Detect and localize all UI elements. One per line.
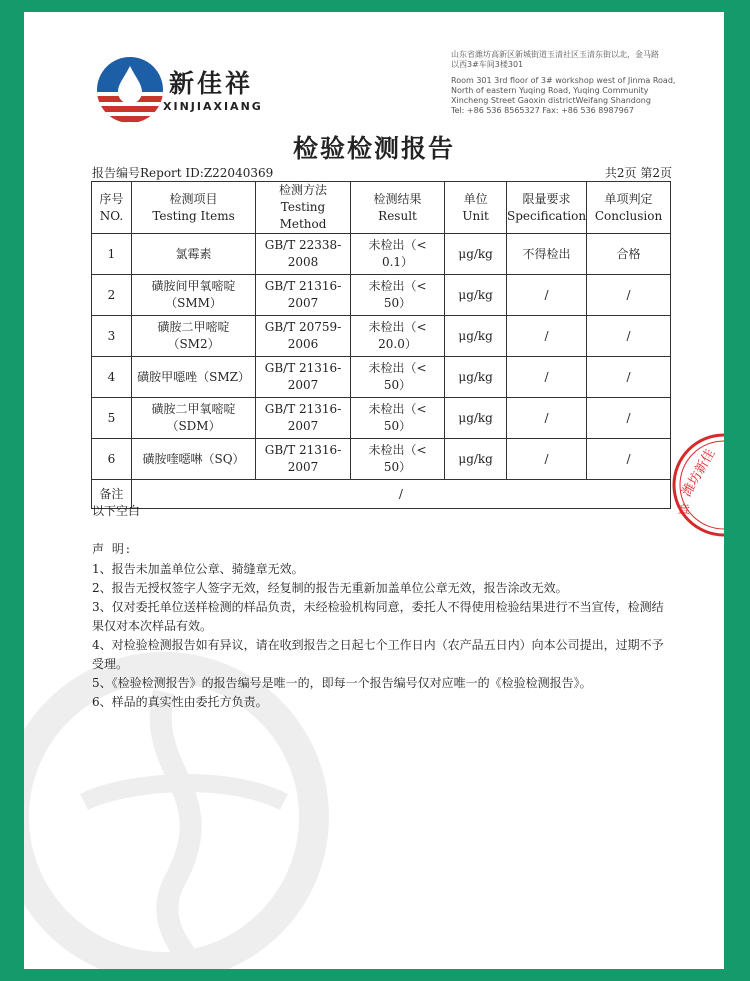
cell-spec: / — [507, 398, 587, 439]
cell-result: 未检出（< 50） — [350, 275, 444, 316]
cell-unit: μg/kg — [445, 439, 507, 480]
cell-method: GB/T 21316- 2007 — [256, 439, 351, 480]
cell-item: 磺胺间甲氧嘧啶 （SMM） — [131, 275, 255, 316]
remark-row — [92, 480, 671, 509]
declaration-item: 6、样品的真实性由委托方负责。 — [92, 695, 268, 709]
cell-unit: μg/kg — [445, 316, 507, 357]
declaration-title: 声 明: — [92, 542, 132, 556]
brand-name-en: XINJIAXIANG — [163, 100, 263, 113]
report-page — [24, 12, 724, 969]
official-seal-icon — [669, 430, 724, 540]
company-logo-icon — [94, 54, 166, 126]
page-number: 共2页 第2页 — [604, 166, 672, 180]
cell-method: GB/T 21316- 2007 — [256, 398, 351, 439]
cell-spec: / — [507, 275, 587, 316]
table-row — [92, 439, 671, 480]
address-en-line: Room 301 3rd floor of 3# workshop west of Jinma Road, — [451, 76, 676, 85]
cell-conclusion: 合格 — [587, 234, 671, 275]
contact-phone-fax: Tel: +86 536 8565327 Fax: +86 536 8987967 — [451, 106, 634, 115]
header-unit: 单位 Unit — [445, 182, 507, 234]
header-result: 检测结果 Result — [350, 182, 444, 234]
cell-unit: μg/kg — [445, 234, 507, 275]
cell-no: 2 — [92, 275, 132, 316]
remark-value: / — [131, 480, 670, 509]
company-address — [451, 50, 701, 116]
brand-name-cn: 新佳祥 — [169, 69, 254, 98]
report-title: 检验检测报告 — [292, 134, 455, 163]
cell-unit: μg/kg — [445, 275, 507, 316]
header-specification: 限量要求 Specification — [507, 182, 587, 234]
table-row — [92, 316, 671, 357]
cell-no: 6 — [92, 439, 132, 480]
table-header-row — [92, 182, 671, 234]
cell-result: 未检出（< 50） — [350, 439, 444, 480]
table-row — [92, 357, 671, 398]
declaration-item: 1、报告未加盖单位公章、骑缝章无效。 — [92, 562, 304, 576]
cell-result: 未检出（< 20.0） — [350, 316, 444, 357]
table-row — [92, 234, 671, 275]
cell-item: 氯霉素 — [131, 234, 255, 275]
cell-spec: / — [507, 357, 587, 398]
address-en-line: Xincheng Street Gaoxin districtWeifang Shandong — [451, 96, 651, 105]
cell-method: GB/T 21316- 2007 — [256, 275, 351, 316]
cell-conclusion: / — [587, 357, 671, 398]
results-table — [91, 181, 671, 509]
cell-unit: μg/kg — [445, 357, 507, 398]
declaration-list — [92, 560, 672, 712]
cell-result: 未检出（< 0.1） — [350, 234, 444, 275]
cell-no: 5 — [92, 398, 132, 439]
header-conclusion: 单项判定 Conclusion — [587, 182, 671, 234]
address-cn-line: 山东省潍坊高新区新城街道玉清社区玉清东街以北，金马路 — [451, 50, 659, 59]
declaration-item: 5、《检验检测报告》的报告编号是唯一的，即每一个报告编号仅对应唯一的《检验检测报告》。 — [92, 676, 592, 690]
cell-no: 4 — [92, 357, 132, 398]
declaration-item: 3、仅对委托单位送样检测的样品负责，未经检验机构同意，委托人不得使用检验结果进行不当宣传，检测结果仅对本次样品有效。 — [92, 600, 664, 633]
declaration-item: 2、报告无授权签字人签字无效，经复制的报告无重新加盖单位公章无效，报告涂改无效。 — [92, 581, 568, 595]
seal-text: 潍坊新佳 — [679, 446, 719, 500]
cell-conclusion: / — [587, 316, 671, 357]
cell-result: 未检出（< 50） — [350, 357, 444, 398]
cell-item: 磺胺二甲氧嘧啶 （SDM） — [131, 398, 255, 439]
header-testing-items: 检测项目 Testing Items — [131, 182, 255, 234]
cell-spec: / — [507, 316, 587, 357]
cell-item: 磺胺甲噁唑（SMZ） — [131, 357, 255, 398]
cell-method: GB/T 21316- 2007 — [256, 357, 351, 398]
cell-spec: / — [507, 439, 587, 480]
cell-result: 未检出（< 50） — [350, 398, 444, 439]
declaration-item: 4、对检验检测报告如有异议，请在收到报告之日起七个工作日内（农产品五日内）向本公司提出，过期不予受理。 — [92, 638, 664, 671]
cell-method: GB/T 22338- 2008 — [256, 234, 351, 275]
blank-below-note: 以下空白 — [92, 504, 141, 518]
cell-spec: 不得检出 — [507, 234, 587, 275]
cell-no: 1 — [92, 234, 132, 275]
report-number: 报告编号Report ID:Z22040369 — [92, 166, 274, 180]
cell-conclusion: / — [587, 398, 671, 439]
table-row — [92, 275, 671, 316]
cell-unit: μg/kg — [445, 398, 507, 439]
svg-text:章: 章 — [677, 504, 691, 519]
table-row — [92, 398, 671, 439]
cell-method: GB/T 20759- 2006 — [256, 316, 351, 357]
cell-item: 磺胺二甲嘧啶 （SM2） — [131, 316, 255, 357]
header-no: 序号 NO. — [92, 182, 132, 234]
cell-no: 3 — [92, 316, 132, 357]
address-en-line: North of eastern Yuqing Road, Yuqing Community — [451, 86, 649, 95]
header-testing-method: 检测方法 Testing Method — [256, 182, 351, 234]
cell-conclusion: / — [587, 439, 671, 480]
cell-item: 磺胺喹噁啉（SQ） — [131, 439, 255, 480]
address-cn-line: 以西3#车间3楼301 — [451, 60, 524, 69]
remark-label: 备注 — [92, 480, 132, 509]
cell-conclusion: / — [587, 275, 671, 316]
